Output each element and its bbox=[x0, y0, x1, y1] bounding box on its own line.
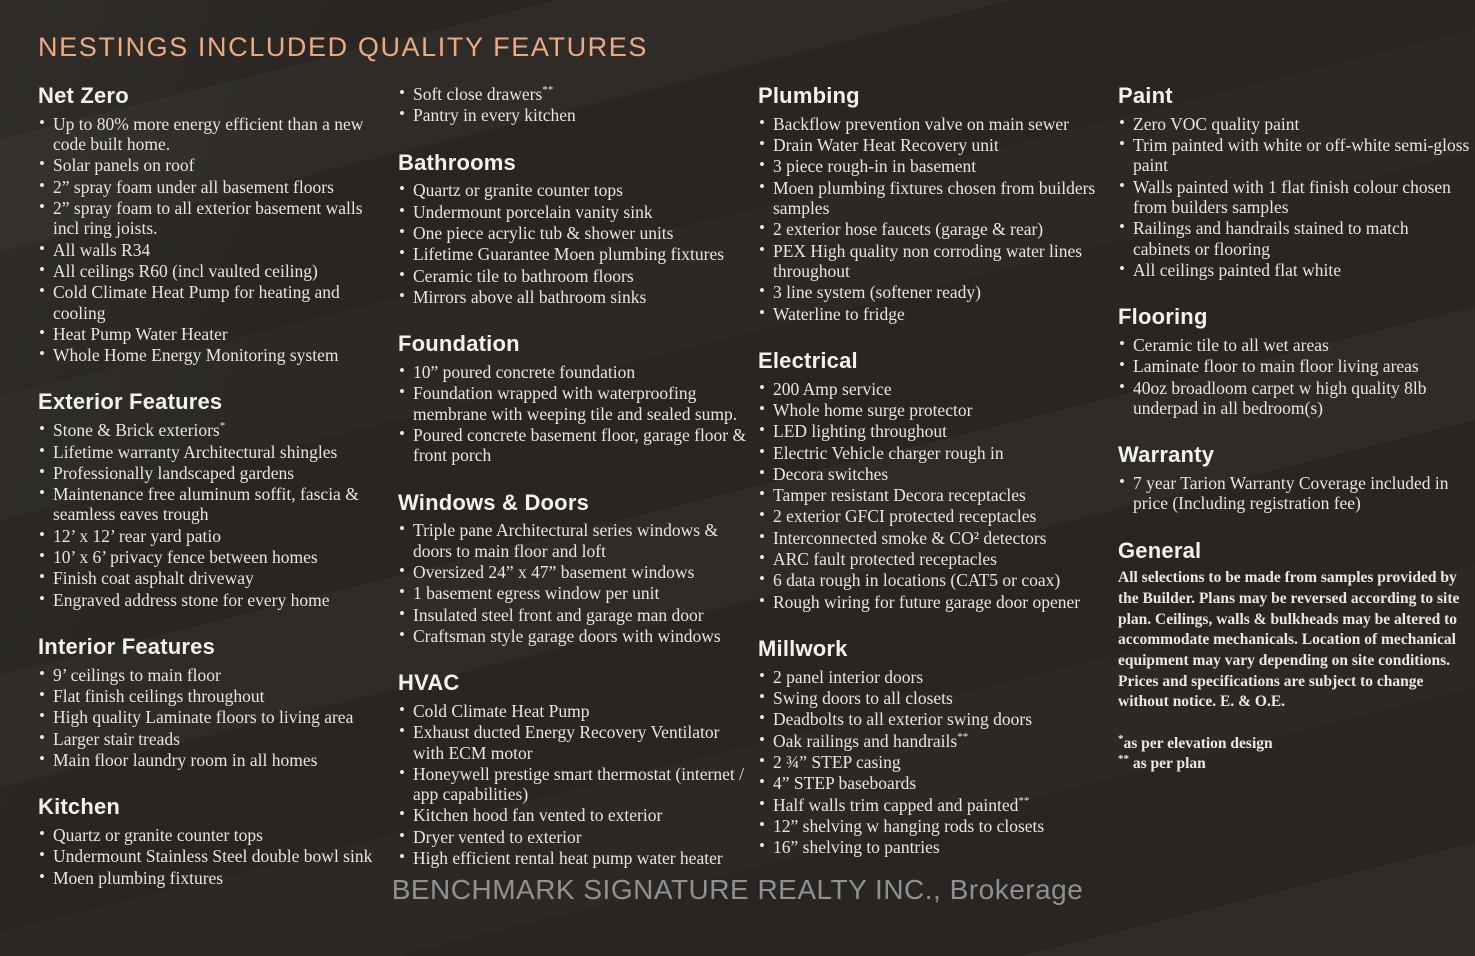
feature-section bbox=[38, 389, 390, 610]
feature-item: • Backflow prevention valve on main sewer bbox=[758, 114, 1110, 134]
feature-section bbox=[38, 794, 390, 888]
feature-item: • Decora switches bbox=[758, 464, 1110, 484]
feature-item: • Interconnected smoke & CO² detectors bbox=[758, 528, 1110, 548]
feature-item: • Whole Home Energy Monitoring system bbox=[38, 345, 390, 365]
feature-item: • ARC fault protected receptacles bbox=[758, 549, 1110, 569]
footnotes bbox=[1118, 734, 1470, 775]
feature-section bbox=[398, 670, 750, 868]
feature-section bbox=[398, 331, 750, 465]
footnote: *as per elevation design bbox=[1118, 732, 1273, 752]
feature-item: • Craftsman style garage doors with windows bbox=[398, 626, 750, 646]
feature-item: • 3 line system (softener ready) bbox=[758, 282, 1110, 302]
feature-item: • Ceramic tile to bathroom floors bbox=[398, 266, 750, 286]
feature-item: • 2 exterior hose faucets (garage & rear) bbox=[758, 219, 1110, 239]
section-heading: Interior Features bbox=[38, 633, 216, 659]
feature-item: • 7 year Tarion Warranty Coverage included in price (Including registration fee) bbox=[1118, 473, 1470, 514]
feature-item: • Rough wiring for future garage door opener bbox=[758, 592, 1110, 612]
feature-item: • All walls R34 bbox=[38, 240, 390, 260]
feature-item: • Oversized 24” x 47” basement windows bbox=[398, 562, 750, 582]
feature-section bbox=[398, 84, 750, 126]
feature-item: • Oak railings and handrails** bbox=[758, 731, 1110, 751]
section-heading: Electrical bbox=[758, 347, 858, 373]
column bbox=[758, 83, 1110, 858]
section-heading: General bbox=[1118, 537, 1202, 563]
feature-item: • Larger stair treads bbox=[38, 729, 390, 749]
feature-item: • Railings and handrails stained to match cabinets or flooring bbox=[1118, 218, 1470, 259]
features-columns bbox=[38, 83, 1470, 889]
feature-item: • Trim painted with white or off-white semi-gloss paint bbox=[1118, 135, 1470, 176]
feature-item: • Ceramic tile to all wet areas bbox=[1118, 335, 1470, 355]
feature-item: • Soft close drawers** bbox=[398, 84, 750, 104]
feature-item: • Quartz or granite counter tops bbox=[38, 825, 390, 845]
feature-section bbox=[758, 83, 1110, 324]
feature-section bbox=[1118, 83, 1470, 280]
feature-item: • 12” shelving w hanging rods to closets bbox=[758, 816, 1110, 836]
section-heading: Millwork bbox=[758, 635, 848, 661]
footnote: ** as per plan bbox=[1118, 753, 1206, 773]
feature-item: • All ceilings R60 (incl vaulted ceiling) bbox=[38, 261, 390, 281]
feature-list bbox=[38, 420, 390, 610]
general-paragraph: All selections to be made from samples provided by the Builder. Plans may be reversed according to site plan. Ceilings, walls & bulkheads may be altered to accommodate mechanicals. Location of mechanical equipment may vary depending on site conditions. Prices and specifications are subject to change without notice. E. & O.E. bbox=[1118, 569, 1460, 711]
feature-item: • Finish coat asphalt driveway bbox=[38, 568, 390, 588]
column bbox=[398, 83, 750, 869]
feature-item: • Solar panels on roof bbox=[38, 155, 390, 175]
feature-item: • Stone & Brick exteriors* bbox=[38, 420, 390, 440]
feature-list bbox=[758, 114, 1110, 324]
feature-item: • Lifetime warranty Architectural shingles bbox=[38, 442, 390, 462]
feature-item: • 10” poured concrete foundation bbox=[398, 362, 750, 382]
feature-item: • 16” shelving to pantries bbox=[758, 837, 1110, 857]
section-heading: Plumbing bbox=[758, 83, 860, 108]
feature-item: • Tamper resistant Decora receptacles bbox=[758, 485, 1110, 505]
feature-section bbox=[38, 634, 390, 770]
feature-section bbox=[758, 348, 1110, 612]
feature-item: • LED lighting throughout bbox=[758, 421, 1110, 441]
feature-item: • Insulated steel front and garage man door bbox=[398, 605, 750, 625]
column bbox=[1118, 83, 1470, 775]
feature-item: • 12’ x 12’ rear yard patio bbox=[38, 526, 390, 546]
feature-item: • 10’ x 6’ privacy fence between homes bbox=[38, 547, 390, 567]
page-title: NESTINGS INCLUDED QUALITY FEATURES bbox=[38, 32, 648, 62]
feature-item: • 9’ ceilings to main floor bbox=[38, 665, 390, 685]
section-heading: Net Zero bbox=[38, 83, 129, 108]
feature-item: • Main floor laundry room in all homes bbox=[38, 750, 390, 770]
feature-item: • 2” spray foam to all exterior basement walls incl ring joists. bbox=[38, 198, 390, 239]
feature-item: • Pantry in every kitchen bbox=[398, 105, 750, 125]
feature-section bbox=[1118, 442, 1470, 513]
section-heading: Exterior Features bbox=[38, 389, 223, 415]
feature-list bbox=[398, 362, 750, 465]
feature-item: • Triple pane Architectural series windows & doors to main floor and loft bbox=[398, 520, 750, 561]
feature-list bbox=[38, 825, 390, 888]
feature-item: • 1 basement egress window per unit bbox=[398, 583, 750, 603]
feature-item: • Up to 80% more energy efficient than a new code built home. bbox=[38, 114, 390, 155]
feature-section bbox=[398, 150, 750, 308]
section-heading: Kitchen bbox=[38, 794, 121, 820]
feature-item: • PEX High quality non corroding water lines throughout bbox=[758, 241, 1110, 282]
feature-item: • Undermount Stainless Steel double bowl sink bbox=[38, 846, 390, 866]
feature-item: • Poured concrete basement floor, garage floor & front porch bbox=[398, 425, 750, 466]
feature-list bbox=[38, 114, 390, 366]
section-heading: Warranty bbox=[1118, 442, 1215, 468]
feature-section bbox=[758, 636, 1110, 858]
column bbox=[38, 83, 390, 889]
feature-item: • Professionally landscaped gardens bbox=[38, 463, 390, 483]
feature-section bbox=[398, 490, 750, 647]
feature-item: • 2 ¾” STEP casing bbox=[758, 752, 1110, 772]
feature-item: • 40oz broadloom carpet w high quality 8lb underpad in all bedroom(s) bbox=[1118, 378, 1470, 419]
feature-list bbox=[398, 84, 750, 126]
feature-item: • Flat finish ceilings throughout bbox=[38, 686, 390, 706]
section-heading: HVAC bbox=[398, 670, 460, 696]
feature-item: • High quality Laminate floors to living area bbox=[38, 707, 390, 727]
feature-section bbox=[1118, 538, 1470, 775]
feature-item: • Swing doors to all closets bbox=[758, 688, 1110, 708]
feature-item: • Kitchen hood fan vented to exterior bbox=[398, 805, 750, 825]
feature-item: • Honeywell prestige smart thermostat (internet / app capabilities) bbox=[398, 764, 750, 805]
feature-item: • 2 panel interior doors bbox=[758, 667, 1110, 687]
feature-item: • Quartz or granite counter tops bbox=[398, 180, 750, 200]
feature-section bbox=[38, 83, 390, 365]
feature-item: • 3 piece rough-in in basement bbox=[758, 156, 1110, 176]
feature-item: • Lifetime Guarantee Moen plumbing fixtures bbox=[398, 244, 750, 264]
feature-item: • Mirrors above all bathroom sinks bbox=[398, 287, 750, 307]
feature-item: • Moen plumbing fixtures chosen from builders samples bbox=[758, 178, 1110, 219]
brokerage-watermark: BENCHMARK SIGNATURE REALTY INC., Brokerage bbox=[391, 874, 1084, 905]
feature-item: • Deadbolts to all exterior swing doors bbox=[758, 709, 1110, 729]
feature-item: • High efficient rental heat pump water heater bbox=[398, 848, 750, 868]
feature-item: • Half walls trim capped and painted** bbox=[758, 795, 1110, 815]
feature-item: • Drain Water Heat Recovery unit bbox=[758, 135, 1110, 155]
feature-item: • Electric Vehicle charger rough in bbox=[758, 443, 1110, 463]
feature-item: • Foundation wrapped with waterproofing membrane with weeping tile and sealed sump. bbox=[398, 383, 750, 424]
feature-item: • Cold Climate Heat Pump for heating and cooling bbox=[38, 282, 390, 323]
feature-item: • Laminate floor to main floor living areas bbox=[1118, 356, 1470, 376]
feature-list bbox=[1118, 473, 1470, 514]
feature-item: • 4” STEP baseboards bbox=[758, 773, 1110, 793]
feature-item: • Cold Climate Heat Pump bbox=[398, 701, 750, 721]
feature-item: • Moen plumbing fixtures bbox=[38, 868, 390, 888]
feature-item: • Whole home surge protector bbox=[758, 400, 1110, 420]
feature-list bbox=[398, 180, 750, 307]
feature-list bbox=[1118, 114, 1470, 280]
feature-item: • 200 Amp service bbox=[758, 379, 1110, 399]
feature-item: • Dryer vented to exterior bbox=[398, 827, 750, 847]
feature-item: • 2 exterior GFCI protected receptacles bbox=[758, 506, 1110, 526]
section-heading: Windows & Doors bbox=[398, 489, 590, 515]
feature-section bbox=[1118, 304, 1470, 418]
feature-list bbox=[398, 520, 750, 646]
feature-item: • Walls painted with 1 flat finish colour chosen from builders samples bbox=[1118, 177, 1470, 218]
feature-item: • Exhaust ducted Energy Recovery Ventilator with ECM motor bbox=[398, 722, 750, 763]
feature-item: • Heat Pump Water Heater bbox=[38, 324, 390, 344]
feature-item: • 6 data rough in locations (CAT5 or coax) bbox=[758, 570, 1110, 590]
feature-item: • Maintenance free aluminum soffit, fascia & seamless eaves trough bbox=[38, 484, 390, 525]
section-heading: Paint bbox=[1118, 83, 1173, 108]
feature-item: • One piece acrylic tub & shower units bbox=[398, 223, 750, 243]
feature-list bbox=[758, 379, 1110, 612]
feature-item: • Undermount porcelain vanity sink bbox=[398, 202, 750, 222]
section-heading: Bathrooms bbox=[398, 149, 516, 175]
feature-item: • Zero VOC quality paint bbox=[1118, 114, 1470, 134]
section-heading: Flooring bbox=[1118, 304, 1208, 330]
feature-item: • Engraved address stone for every home bbox=[38, 590, 390, 610]
feature-item: • 2” spray foam under all basement floors bbox=[38, 177, 390, 197]
feature-item: • All ceilings painted flat white bbox=[1118, 260, 1470, 280]
section-heading: Foundation bbox=[398, 331, 520, 357]
feature-list bbox=[38, 665, 390, 770]
feature-item: • Waterline to fridge bbox=[758, 304, 1110, 324]
feature-list bbox=[398, 701, 750, 868]
feature-list bbox=[1118, 335, 1470, 418]
feature-list bbox=[758, 667, 1110, 858]
